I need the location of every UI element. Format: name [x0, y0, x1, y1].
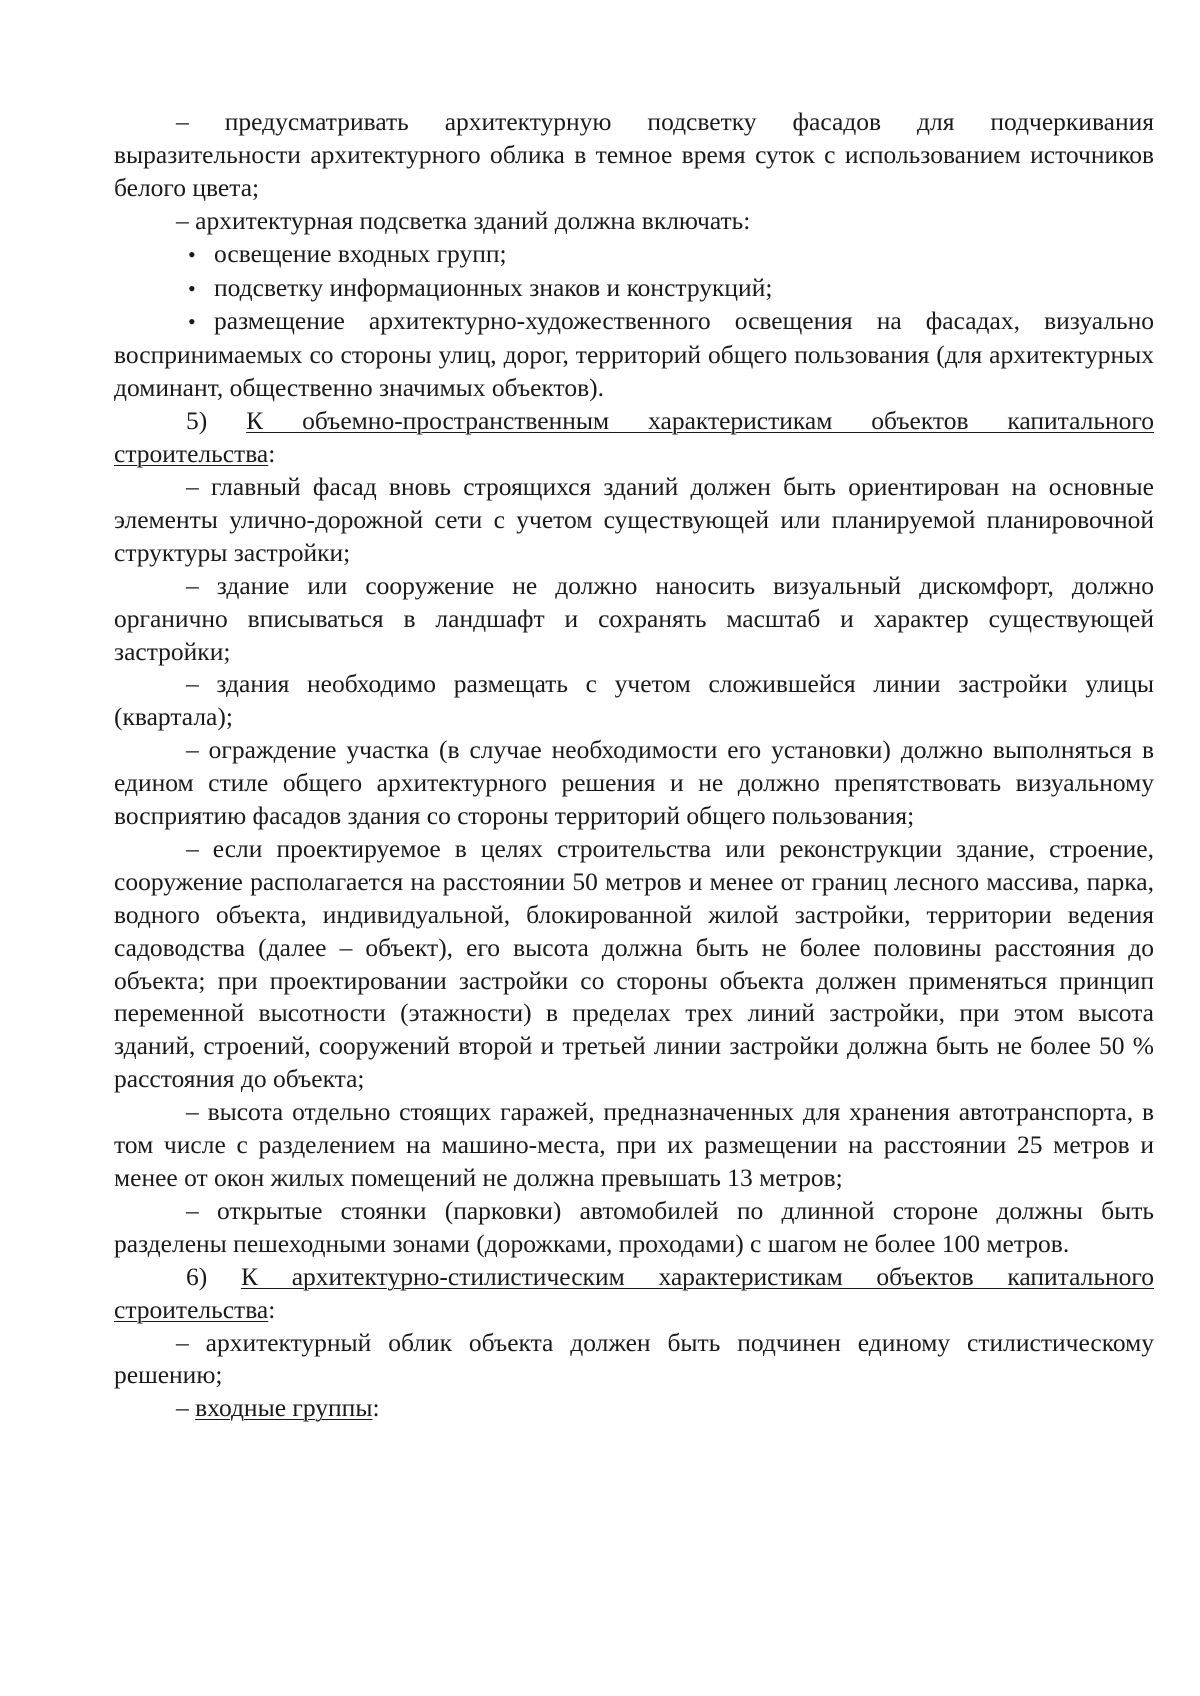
bullet-text: освещение входных групп;	[214, 238, 507, 268]
paragraph-lighting-includes: – архитектурная подсветка зданий должна включать:	[176, 205, 751, 235]
dash-mark: –	[176, 1393, 189, 1423]
bullet-sign-lighting	[114, 272, 1154, 306]
paragraph-garage-height: – высота отдельно стоящих гаражей, предназначенных для хранения автотранспорта, в том числе с разделением на машино-места, при их размещении на расстоянии 25 метров и менее от окон жилых помещений не должна превышать 13 метров;	[114, 1097, 1154, 1192]
section-number: 6)	[186, 1261, 208, 1291]
section-title: К объемно-пространственным характеристикам объектов капитального строительства	[114, 406, 1155, 469]
bullet-artistic-lighting	[114, 305, 1154, 405]
paragraph-height-restriction: – если проектируемое в целях строительства или реконструкции здание, строение, сооружение располагается на расстоянии 50 метров и менее от границ лесного массива, парка, водного объекта, индивидуальной, блокированной жилой застройки, территории ведения садоводства (далее – объект), его высота должна быть не более половины расстояния до объекта; при проектировании застройки со стороны объекта должен применяться принцип переменной высотности (этажности) в пределах трех линий застройки, при этом высота зданий, строений, сооружений второй и третьей линии застройки должна быть не более 50 % расстояния до объекта;	[114, 833, 1154, 1094]
paragraph-facade-lighting: – предусматривать архитектурную подсветку фасадов для подчеркивания выразительности архитектурного облика в темное время суток с использованием источников белого цвета;	[114, 107, 1154, 202]
bullet-entrance-lighting	[114, 238, 1154, 272]
paragraph-style-unity: – архитектурный облик объекта должен быть подчинен единому стилистическому решению;	[114, 1327, 1154, 1390]
bullet-icon: •	[188, 309, 196, 335]
paragraph-entrance-groups	[114, 1392, 1154, 1425]
section-number: 5)	[186, 406, 208, 436]
document-page	[114, 106, 1154, 1425]
section-heading-5	[114, 405, 1154, 471]
bullet-text: подсветку информационных знаков и конструкций;	[214, 272, 773, 302]
bullet-icon: •	[188, 275, 196, 301]
bullet-text: размещение архитектурно-художественного освещения на фасадах, визуально воспринимаемых со стороны улиц, дорог, территорий общего пользования (для архитектурных доминант, общественно значимых объектов).	[114, 306, 1154, 403]
paragraph-visual-discomfort: – здание или сооружение не должно наносить визуальный дискомфорт, должно органично вписываться в ландшафт и сохранять масштаб и характер существующей застройки;	[114, 570, 1154, 666]
section-title: К архитектурно-стилистическим характеристикам объектов капитального строительства	[114, 1261, 1154, 1324]
section-heading-6	[114, 1261, 1154, 1327]
section-colon: :	[268, 439, 276, 469]
paragraph-building-line: – здания необходимо размещать с учетом сложившейся линии застройки улицы (квартала);	[114, 669, 1154, 732]
entrance-groups-colon: :	[372, 1393, 380, 1423]
section-colon: :	[268, 1294, 276, 1324]
bullet-icon: •	[188, 241, 196, 267]
paragraph-fence: – ограждение участка (в случае необходимости его установки) должно выполняться в едином стиле общего архитектурного решения и не должно препятствовать визуальному восприятию фасадов здания со стороны территорий общего пользования;	[114, 735, 1154, 831]
entrance-groups-label: входные группы	[195, 1393, 373, 1423]
paragraph-main-facade: – главный фасад вновь строящихся зданий должен быть ориентирован на основные элементы улично-дорожной сети с учетом существующей или планируемой планировочной структуры застройки;	[114, 471, 1154, 567]
paragraph-parking: – открытые стоянки (парковки) автомобилей по длинной стороне должны быть разделены пешеходными зонами (дорожками, проходами) с шагом не более 100 метров.	[114, 1195, 1154, 1258]
